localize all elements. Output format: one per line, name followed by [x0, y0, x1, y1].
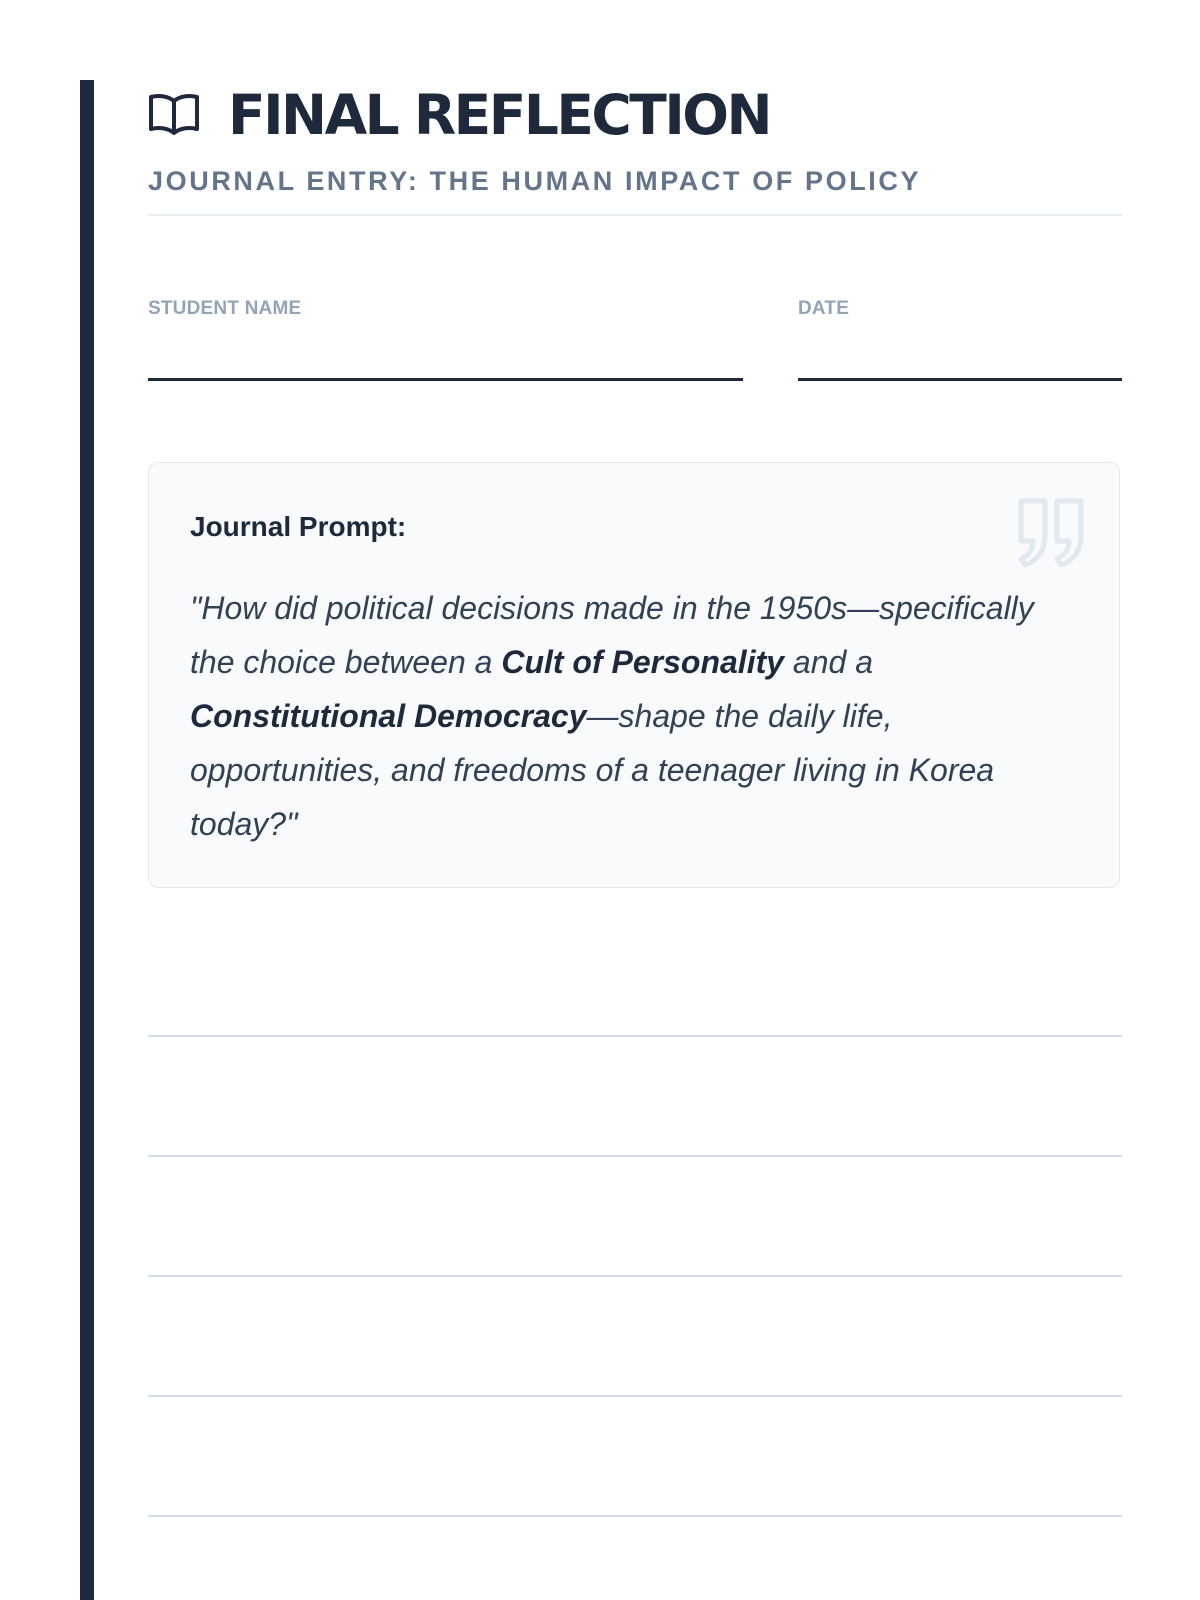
writing-line[interactable] [148, 1395, 1122, 1397]
student-name-label: STUDENT NAME [148, 298, 302, 319]
title-row [148, 82, 770, 148]
writing-line[interactable] [148, 1035, 1122, 1037]
prompt-text [190, 581, 1070, 851]
date-label: DATE [798, 298, 850, 319]
writing-line[interactable] [148, 1275, 1122, 1277]
date-field[interactable] [798, 378, 1122, 381]
quote-icon [1017, 497, 1087, 567]
prompt-emphasis-democracy: Constitutional Democracy [190, 698, 587, 734]
prompt-label: Journal Prompt: [190, 511, 407, 542]
journal-prompt-box [148, 462, 1120, 888]
writing-line[interactable] [148, 1515, 1122, 1517]
prompt-text-part: and a [784, 644, 873, 680]
page-subtitle: JOURNAL ENTRY: THE HUMAN IMPACT OF POLICY [148, 166, 922, 196]
prompt-text-part: "How did political decisions made in the 1950s—specifically the choice between a [190, 590, 1034, 680]
header-divider [148, 214, 1122, 216]
writing-line[interactable] [148, 1155, 1122, 1157]
student-name-field[interactable] [148, 378, 743, 381]
prompt-text-part: —shape the daily life, opportunities, and freedoms of a teenager living in Korea today?" [190, 698, 995, 842]
left-accent-bar [80, 80, 94, 1600]
page-title: FINAL REFLECTION [228, 83, 771, 147]
prompt-emphasis-cult: Cult of Personality [501, 644, 785, 680]
open-book-icon [148, 91, 200, 139]
